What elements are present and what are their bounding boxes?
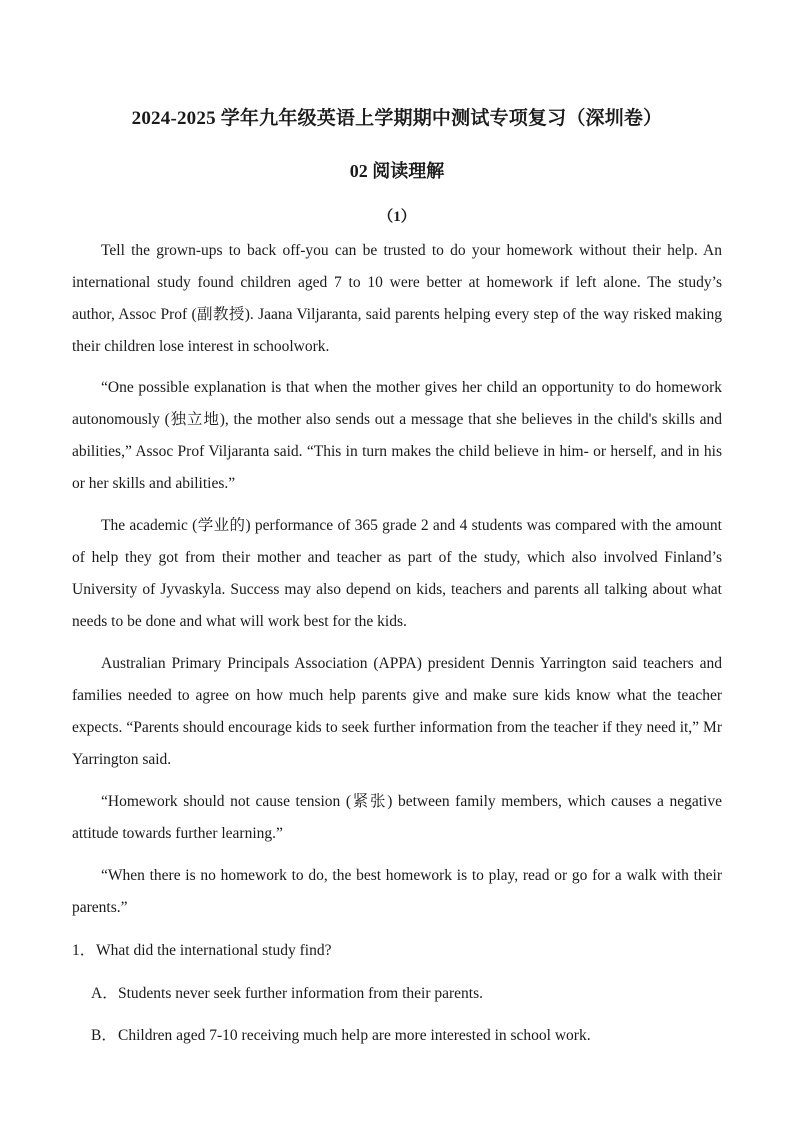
passage-paragraph: Tell the grown-ups to back off-you can be trusted to do your homework without their help. An international study found children aged 7 to 10 were better at homework if left alone. The study’s author, Assoc Prof (副教授). Jaana Viljaranta, said parents helping every step of the way risked making their children lose interest in schoolwork. [72, 242, 722, 355]
question-1-option-a[interactable] [91, 978, 722, 1010]
passage-paragraph: “When there is no homework to do, the best homework is to play, read or go for a walk with their parents.” [72, 867, 722, 916]
passage-paragraph: “Homework should not cause tension (紧张) between family members, which causes a negative attitude towards further learning.” [72, 793, 722, 842]
question-text: What did the international study find? [96, 942, 332, 959]
question-1-option-b[interactable] [91, 1020, 722, 1052]
option-text: Children aged 7-10 receiving much help are more interested in school work. [118, 1027, 591, 1044]
question-1 [72, 935, 722, 967]
passage-paragraph: “One possible explanation is that when the mother gives her child an opportunity to do homework autonomously (独立地), the mother also sends out a message that she believes in the child's skills and abilities,” Assoc Prof Viljaranta said. “This in turn makes the child believe in him- or herself, and in his or her skills and abilities.” [72, 379, 722, 492]
option-letter: A． [91, 985, 118, 1002]
section-heading: 02 阅读理解 [349, 161, 445, 181]
passage-number: （1） [378, 209, 416, 225]
question-number: 1． [72, 942, 96, 959]
option-text: Students never seek further information from their parents. [118, 985, 483, 1002]
passage-paragraph: The academic (学业的) performance of 365 grade 2 and 4 students was compared with the amount of help they got from their mother and teacher as part of the study, which also involved Finland’s University of Jyvaskyla. Success may also depend on kids, teachers and parents all talking about what needs to be done and what will work best for the kids. [72, 517, 722, 630]
passage-paragraph: Australian Primary Principals Association (APPA) president Dennis Yarrington said teachers and families needed to agree on how much help parents give and make sure kids know what the teacher expects. “Parents should encourage kids to seek further information from the teacher if they need it,” Mr Yarrington said. [72, 655, 722, 768]
document-title: 2024-2025 学年九年级英语上学期期中测试专项复习（深圳卷） [131, 108, 663, 129]
option-letter: B． [91, 1027, 117, 1044]
